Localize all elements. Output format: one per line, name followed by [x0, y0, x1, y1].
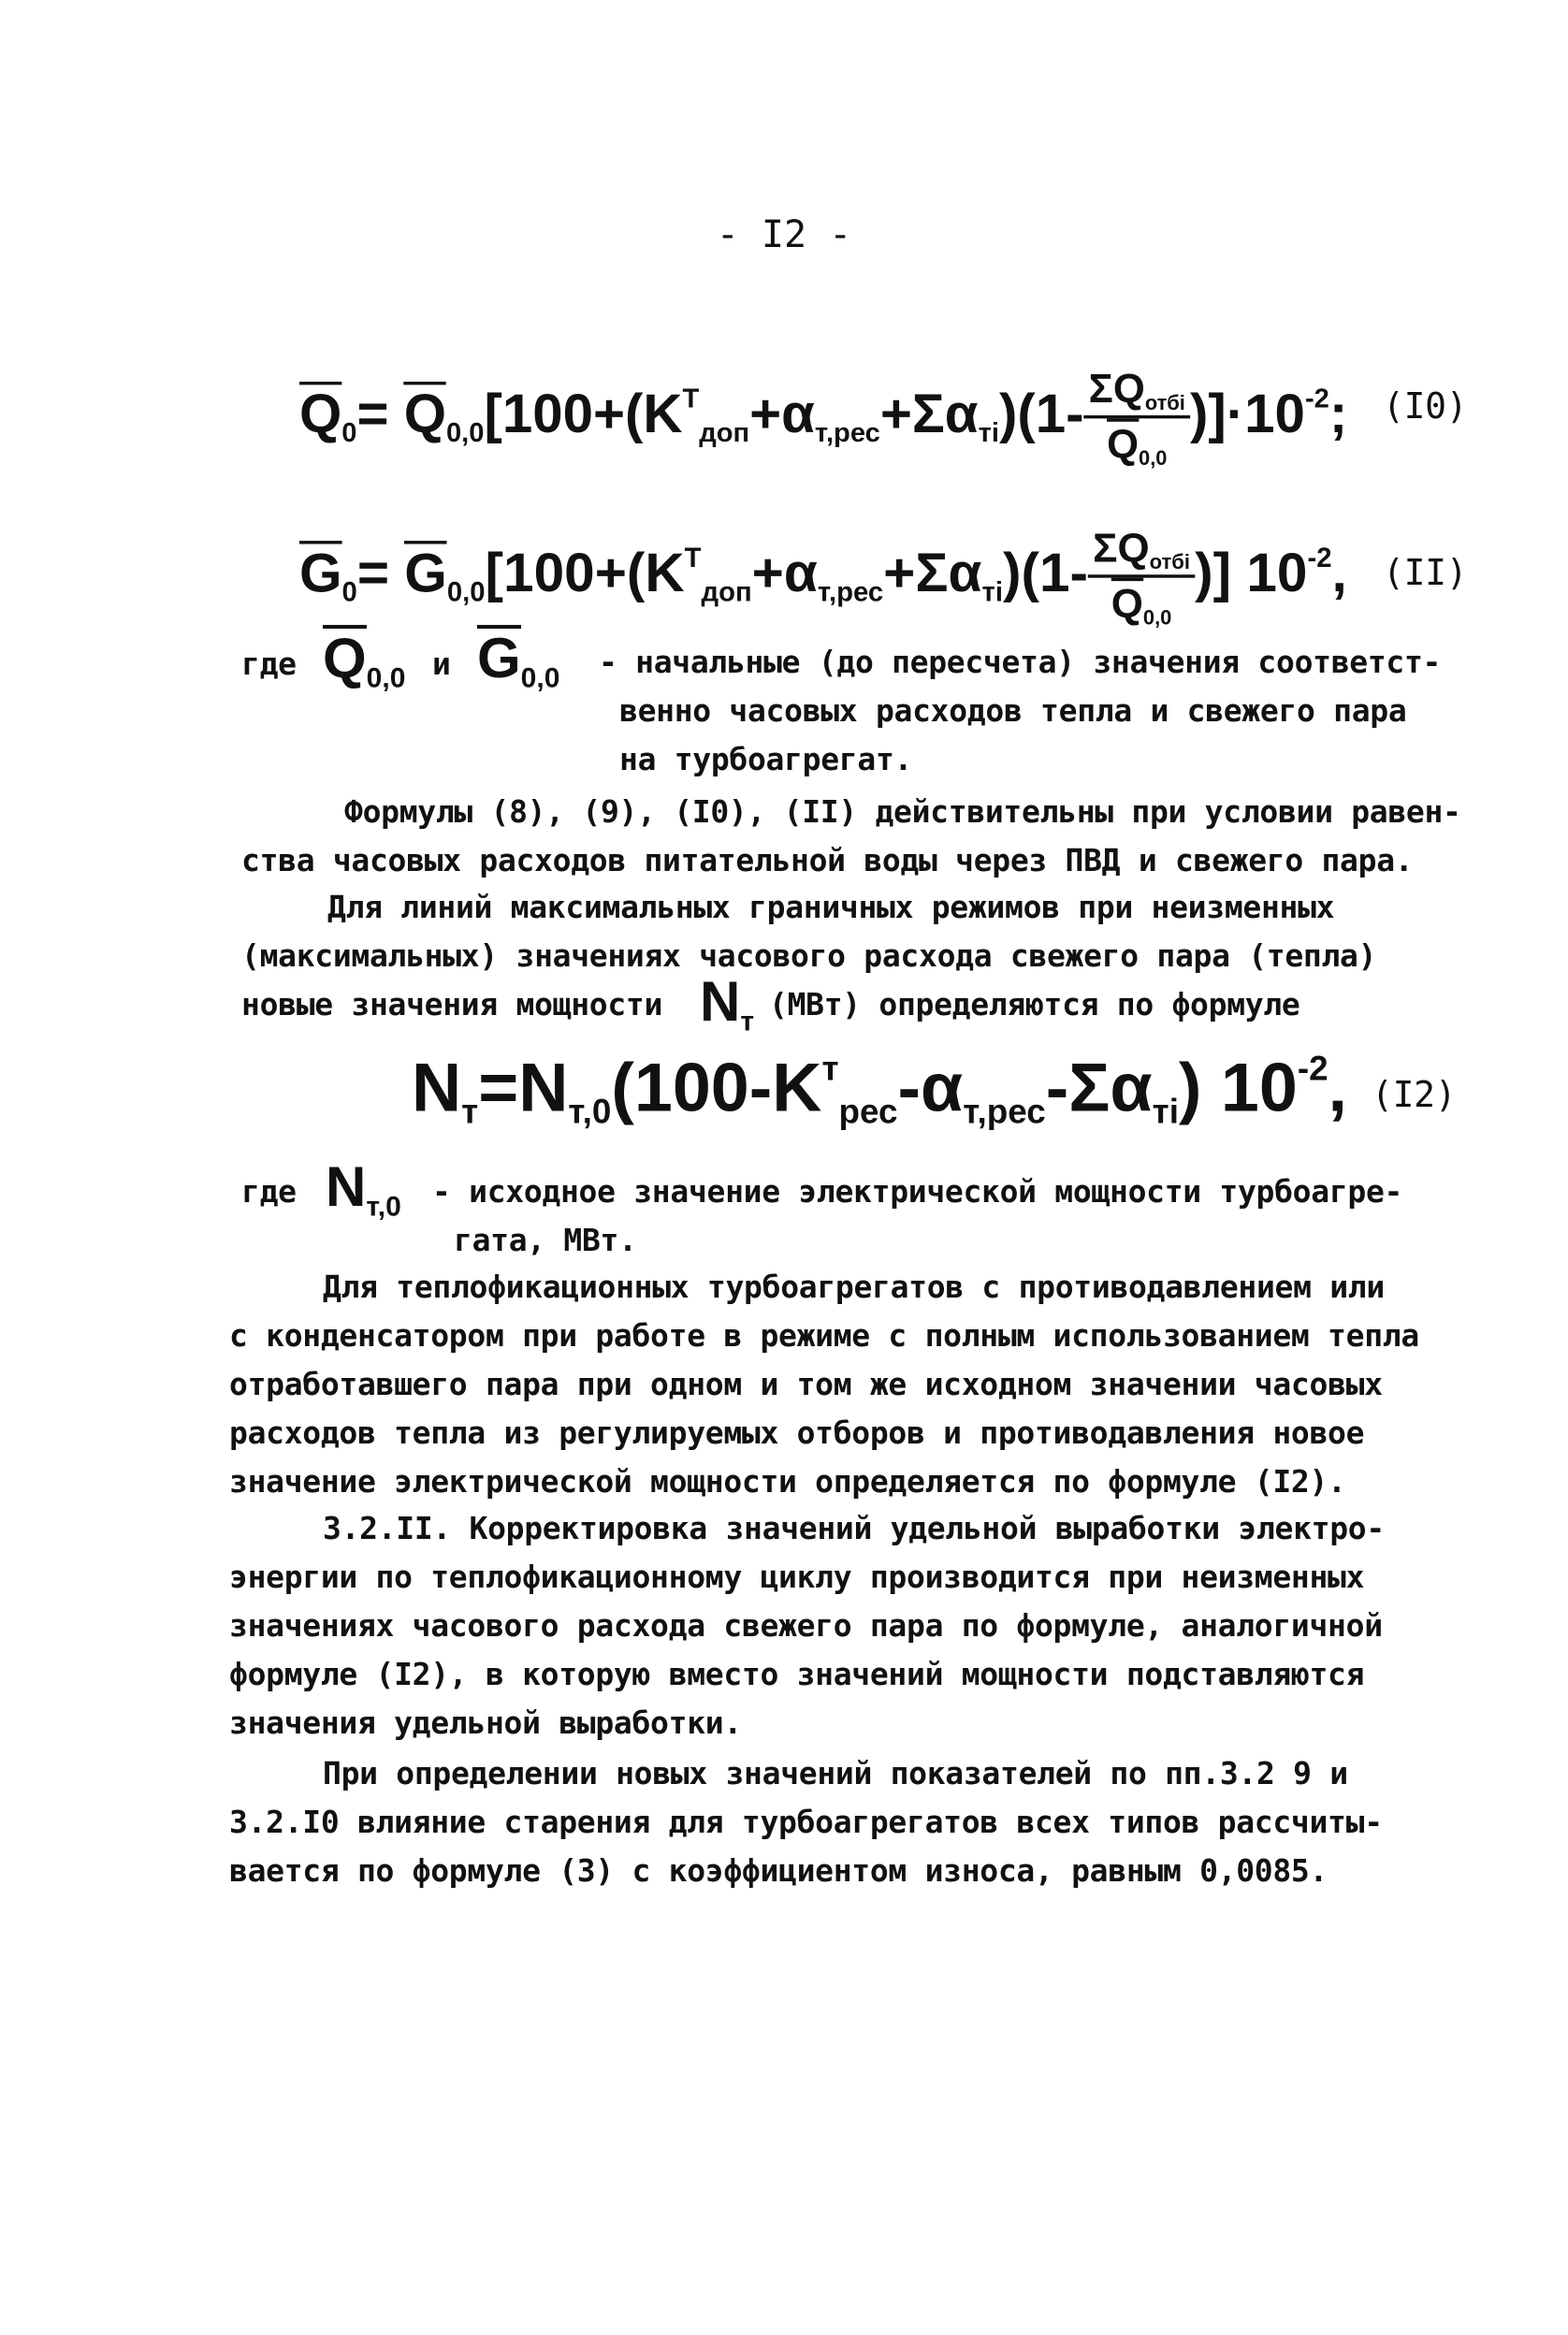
para4-line1: 3.2.II. Корректировка значений удельной выработки электро-	[323, 1510, 1385, 1546]
para3-line4: расходов тепла из регулируемых отборов и противодавления новое	[229, 1414, 1365, 1451]
where1-line2: венно часовых расходов тепла и свежего пара	[619, 692, 1407, 729]
formula-10-fraction: $\frac{\Sigma Q_{отбi}}{Q_{0,0}}$	[1084, 365, 1190, 471]
where2-line2: гата, МВт.	[454, 1222, 637, 1258]
para3-line1: Для теплофикационных турбоагрегатов с противодавлением или	[323, 1269, 1385, 1305]
equation-number-11: (II)	[1383, 552, 1468, 593]
para3-line5: значение электрической мощности определяется по формуле (I2).	[229, 1463, 1346, 1500]
symbol-q00: $Q_{0,0}$	[323, 627, 406, 694]
formula-11: $G_0= G_{0,0}[100+(K^T_{доп}+\alpha_{т,рес}+\Sigma\alpha_{тi})(1-$ $\frac{\Sigma Q_{отбi}}{Q_{0,0}}$ )] $10^{-2}$,	[299, 524, 1347, 630]
formula-10-base: Q	[403, 383, 446, 444]
para3-line2: с конденсатором при работе в режиме с полным использованием тепла	[229, 1317, 1419, 1354]
para2-line2: (максимальных) значениях часового расхода свежего пара (тепла)	[241, 937, 1377, 974]
para1-line2: ства часовых расходов питательной воды через ПВД и свежего пара.	[241, 842, 1414, 878]
symbol-g00: $G_{0,0}$	[477, 627, 560, 694]
symbol-nt0: $N_{т,0}$	[326, 1155, 401, 1223]
para3-line3: отработавшего пара при одном и том же исходном значении часовых	[229, 1366, 1383, 1402]
para2-line3b: (МВт) определяются по формуле	[769, 986, 1300, 1022]
para4-line5: значения удельной выработки.	[229, 1704, 742, 1741]
formula-12: $N_т=N_{т,0}(100-K^т_{рес}-\alpha_{т,рес}-\Sigma\alpha_{тi})$ $10^{-2}$,	[412, 1048, 1348, 1131]
where1-line1: - начальные (до пересчета) значения соответст-	[599, 644, 1442, 680]
where2-line1: - исходное значение электрической мощности турбоагре-	[432, 1173, 1403, 1210]
equation-number-10: (I0)	[1383, 385, 1468, 427]
para5-line3: вается по формуле (3) с коэффициентом износа, равным 0,0085.	[229, 1852, 1328, 1889]
symbol-nt: $N_т$	[700, 970, 755, 1037]
formula-10: $Q_0= Q_{0,0}[100+(K^T_{доп}+\alpha_{т,рес}+\Sigma\alpha_{тi})(1-$ $\frac{\Sigma Q_{отбi}}{Q_{0,0}}$ )]$\cdot 10^{-2}$;	[299, 365, 1348, 471]
formula-11-fraction: $\frac{\Sigma Q_{отбi}}{Q_{0,0}}$	[1088, 524, 1195, 631]
equation-number-12: (I2)	[1372, 1074, 1457, 1115]
para1-line1: Формулы (8), (9), (I0), (II) действительны при условии равен-	[344, 793, 1461, 830]
formula-11-base: G	[404, 542, 447, 604]
para2-line1: Для линий максимальных граничных режимов при неизменных	[327, 889, 1335, 925]
where2-label: где	[241, 1173, 297, 1210]
where1-line3: на турбоагрегат.	[619, 741, 913, 777]
para2-line3a: новые значения мощности	[241, 986, 663, 1022]
where-label: где	[241, 645, 297, 682]
para4-line4: формуле (I2), в которую вместо значений мощности подставляются	[229, 1656, 1365, 1692]
para5-line1: При определении новых значений показателей по пп.3.2 9 и	[323, 1755, 1348, 1791]
and-label: и	[432, 645, 451, 682]
formula-10-lhs: Q	[299, 383, 342, 444]
formula-11-lhs: G	[299, 542, 342, 604]
para5-line2: 3.2.I0 влияние старения для турбоагрегатов всех типов рассчиты-	[229, 1804, 1383, 1840]
para4-line3: значениях часового расхода свежего пара по формуле, аналогичной	[229, 1607, 1383, 1644]
para4-line2: энергии по теплофикационному циклу производится при неизменных	[229, 1559, 1365, 1595]
page-number: - I2 -	[716, 213, 852, 256]
